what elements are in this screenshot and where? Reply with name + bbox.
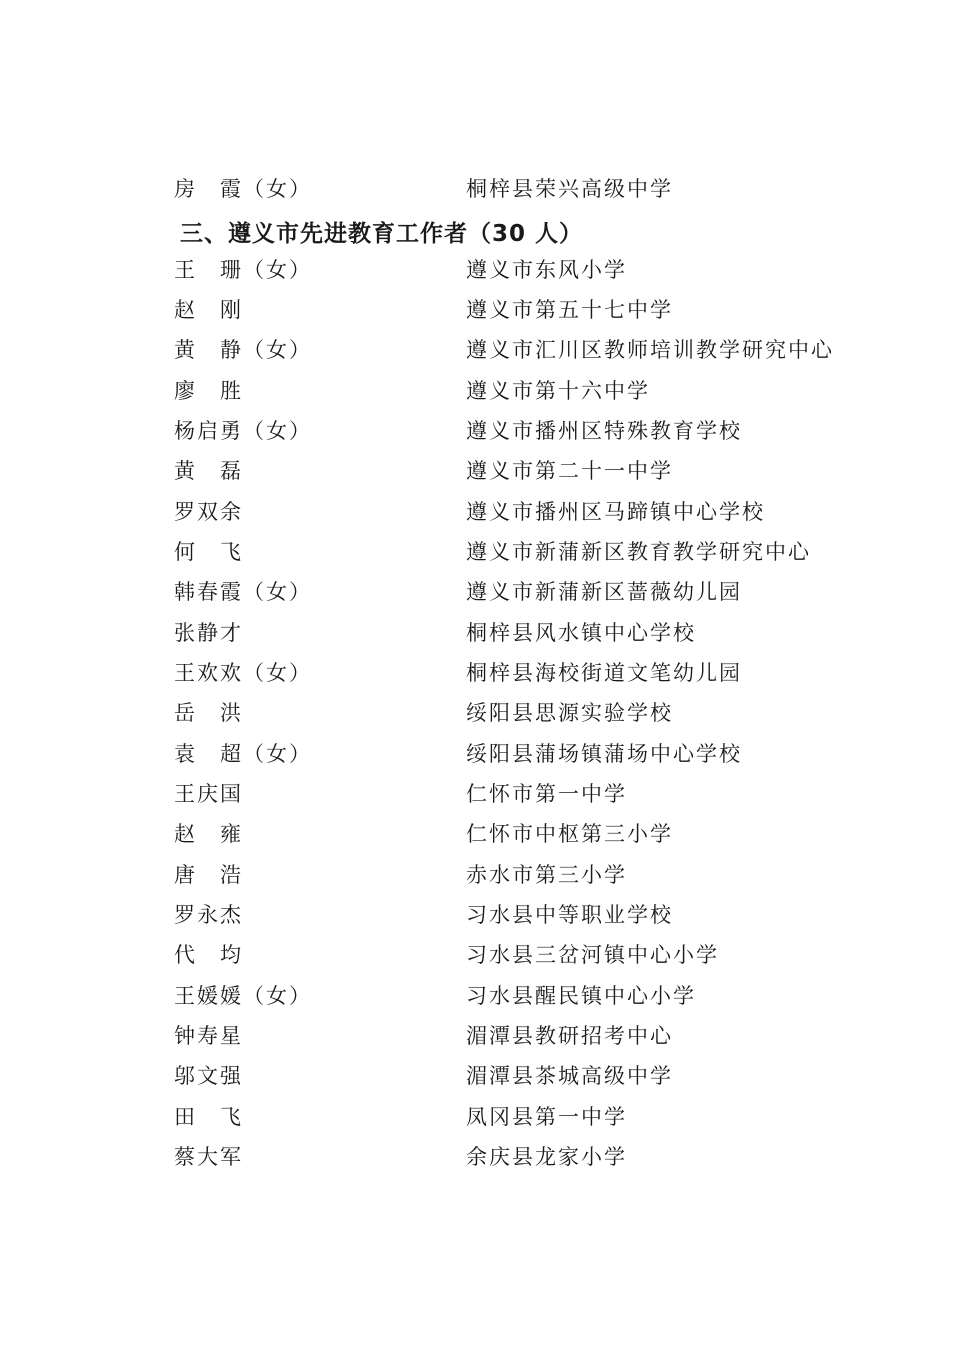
list-item: [0, 814, 960, 854]
list-item: [0, 693, 960, 733]
list-item: [0, 532, 960, 572]
person-name: 房 霞（女）: [174, 177, 312, 201]
list-item: [0, 613, 960, 653]
list-item: [0, 774, 960, 814]
work-unit: 桐梓县荣兴高级中学: [466, 177, 673, 201]
person-name: 代 均: [174, 943, 243, 967]
work-unit: 遵义市第十六中学: [466, 379, 650, 403]
work-unit: 仁怀市第一中学: [466, 782, 627, 806]
list-item: [0, 330, 960, 370]
person-name: 王 珊（女）: [174, 258, 312, 282]
person-name: 蔡大军: [174, 1145, 243, 1169]
list-item: [0, 572, 960, 612]
list-item: [0, 935, 960, 975]
work-unit: 遵义市第二十一中学: [466, 459, 673, 483]
work-unit: 遵义市播州区特殊教育学校: [466, 419, 742, 443]
person-name: 王媛媛（女）: [174, 984, 312, 1008]
person-name: 张静才: [174, 621, 243, 645]
work-unit: 遵义市新蒲新区教育教学研究中心: [466, 540, 811, 564]
work-unit: 习水县醒民镇中心小学: [466, 984, 696, 1008]
list-item: [0, 371, 960, 411]
work-unit: 遵义市汇川区教师培训教学研究中心: [466, 338, 834, 362]
work-unit: 遵义市东风小学: [466, 258, 627, 282]
work-unit: 绥阳县思源实验学校: [466, 701, 673, 725]
list-item: [0, 451, 960, 491]
person-name: 钟寿星: [174, 1024, 243, 1048]
person-name: 罗双余: [174, 500, 243, 524]
person-name: 赵 雍: [174, 822, 243, 846]
list-item: [0, 169, 960, 209]
person-name: 廖 胜: [174, 379, 243, 403]
work-unit: 绥阳县蒲场镇蒲场中心学校: [466, 742, 742, 766]
person-name: 赵 刚: [174, 298, 243, 322]
work-unit: 习水县三岔河镇中心小学: [466, 943, 719, 967]
person-name: 何 飞: [174, 540, 243, 564]
list-item: [0, 492, 960, 532]
work-unit: 余庆县龙家小学: [466, 1145, 627, 1169]
list-item: [0, 250, 960, 290]
work-unit: 湄潭县茶城高级中学: [466, 1064, 673, 1088]
work-unit: 遵义市第五十七中学: [466, 298, 673, 322]
work-unit: 凤冈县第一中学: [466, 1105, 627, 1129]
list-item: [0, 734, 960, 774]
person-name: 黄 磊: [174, 459, 243, 483]
person-name: 岳 洪: [174, 701, 243, 725]
work-unit: 仁怀市中枢第三小学: [466, 822, 673, 846]
list-item: [0, 1016, 960, 1056]
person-name: 田 飞: [174, 1105, 243, 1129]
person-name: 罗永杰: [174, 903, 243, 927]
list-item: [0, 855, 960, 895]
list-item: [0, 1097, 960, 1137]
work-unit: 习水县中等职业学校: [466, 903, 673, 927]
list-item: [0, 290, 960, 330]
person-name: 王庆国: [174, 782, 243, 806]
list-item: [0, 411, 960, 451]
list-item: [0, 653, 960, 693]
person-name: 袁 超（女）: [174, 742, 312, 766]
person-name: 唐 浩: [174, 863, 243, 887]
list-item: [0, 895, 960, 935]
person-name: 邬文强: [174, 1064, 243, 1088]
person-name: 黄 静（女）: [174, 338, 312, 362]
work-unit: 遵义市新蒲新区蔷薇幼儿园: [466, 580, 742, 604]
section-heading: 三、遵义市先进教育工作者（30 人）: [180, 221, 584, 247]
work-unit: 桐梓县海校街道文笔幼儿园: [466, 661, 742, 685]
list-item: [0, 976, 960, 1016]
work-unit: 桐梓县风水镇中心学校: [466, 621, 696, 645]
work-unit: 湄潭县教研招考中心: [466, 1024, 673, 1048]
list-item: [0, 1137, 960, 1177]
person-name: 王欢欢（女）: [174, 661, 312, 685]
person-name: 杨启勇（女）: [174, 419, 312, 443]
list-item: [0, 1056, 960, 1096]
work-unit: 遵义市播州区马蹄镇中心学校: [466, 500, 765, 524]
work-unit: 赤水市第三小学: [466, 863, 627, 887]
person-name: 韩春霞（女）: [174, 580, 312, 604]
